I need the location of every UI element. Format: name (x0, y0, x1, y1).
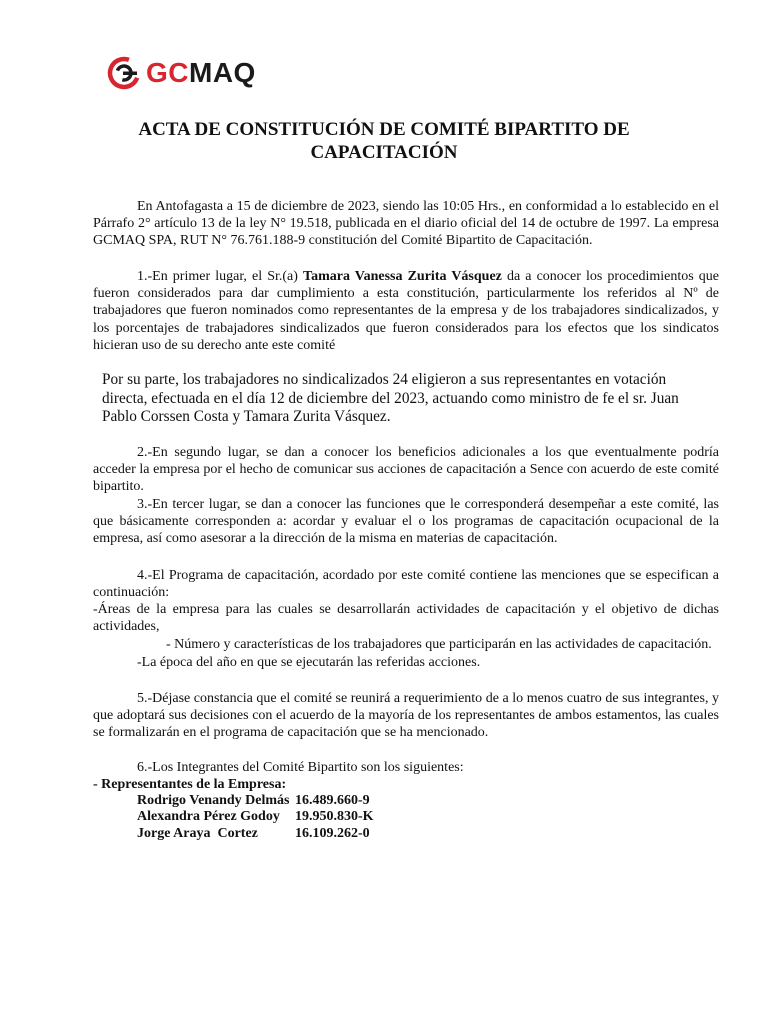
paragraph-1-name: Tamara Vanessa Zurita Vásquez (303, 269, 502, 284)
paragraph-1-pre: 1.-En primer lugar, el Sr.(a) (137, 269, 304, 284)
logo-text-maq: MAQ (189, 57, 256, 88)
paragraph-2: 2.-En segundo lugar, se dan a conocer los beneficios adicionales a los que eventualmente podría acceder la empresa por el hecho de comunicar sus acciones de capacitación a Sence con acuerdo de este comité bipartito. (93, 445, 719, 495)
paragraph-3: 3.-En tercer lugar, se dan a conocer las funciones que le corresponderá desempeñar a este comité, las que básicamente corresponden a: acordar y evaluar el o los programas de capacitación ocupacional de la empresa, así como asesorar a la dirección de la misma en materias de capacitación. (93, 497, 719, 547)
representative-row (137, 808, 374, 825)
paragraph-4-item-1: -Áreas de la empresa para las cuales se desarrollarán actividades de capacitación y el objetivo de dichas actividades, (93, 602, 719, 635)
company-representatives-heading: - Representantes de la Empresa: (93, 777, 287, 792)
paragraph-5: 5.-Déjase constancia que el comité se reunirá a requerimiento de a lo menos cuatro de sus integrantes, y que adoptará sus decisiones con el acuerdo de la mayoría de los representantes de ambos estamentos, las cuales se formalizarán en el programa de capacitación que se ha mencionado. (93, 691, 719, 741)
representative-rut: 16.109.262-0 (295, 826, 370, 841)
representative-name: Jorge Araya Cortez (137, 826, 258, 841)
paragraph-1 (93, 268, 719, 354)
paragraph-vote: Por su parte, los trabajadores no sindicalizados 24 eligieron a sus representantes en votación directa, efectuada en el día 12 de diciembre del 2023, actuando como ministro de fe el sr. Juan Pablo Corssen Costa y Tamara Zurita Vásquez. (102, 371, 679, 425)
logo-text-gc: GC (146, 57, 189, 88)
paragraph-4-item-3: -La época del año en que se ejecutarán las referidas acciones. (137, 655, 481, 670)
paragraph-4-item-2: - Número y características de los trabajadores que participarán en las actividades de capacitación. (166, 637, 712, 652)
representative-row (137, 792, 370, 809)
paragraph-6: 6.-Los Integrantes del Comité Bipartito son los siguientes: (137, 760, 464, 775)
representative-row (137, 825, 370, 842)
logo-wordmark (146, 55, 256, 91)
intro-paragraph: En Antofagasta a 15 de diciembre de 2023, siendo las 10:05 Hrs., en conformidad a lo establecido en el Párrafo 2° artículo 13 de la ley N° 19.518, publicada en el diario oficial del 14 de octubre de 1997. La empresa GCMAQ SPA, RUT N° 76.761.188-9 constitución del Comité Bipartito de Capacitación. (93, 199, 719, 249)
gcmaq-logo-icon (106, 55, 142, 91)
representative-name: Alexandra Pérez Godoy (137, 809, 280, 824)
company-logo (106, 55, 256, 91)
paragraph-1-post: da a conocer los procedimientos que fueron considerados para dar cumplimiento a esta constitución, particularmente los referidos al Nº de trabajadores que fueron nominados como representantes de la empresa y de los trabajadores sindicalizados, y los porcentajes de trabajadores sindicalizados que fueron considerados para los efectos que los sindicatos hicieran uso de su derecho ante este comité (93, 269, 720, 353)
representative-rut: 19.950.830-K (295, 809, 374, 824)
document-title: ACTA DE CONSTITUCIÓN DE COMITÉ BIPARTITO DE CAPACITACIÓN (138, 119, 630, 163)
paragraph-4: 4.-El Programa de capacitación, acordado por este comité contiene las menciones que se especifican a continuación: (93, 568, 719, 601)
representative-name: Rodrigo Venandy Delmás (137, 793, 290, 808)
representative-rut: 16.489.660-9 (295, 793, 370, 808)
